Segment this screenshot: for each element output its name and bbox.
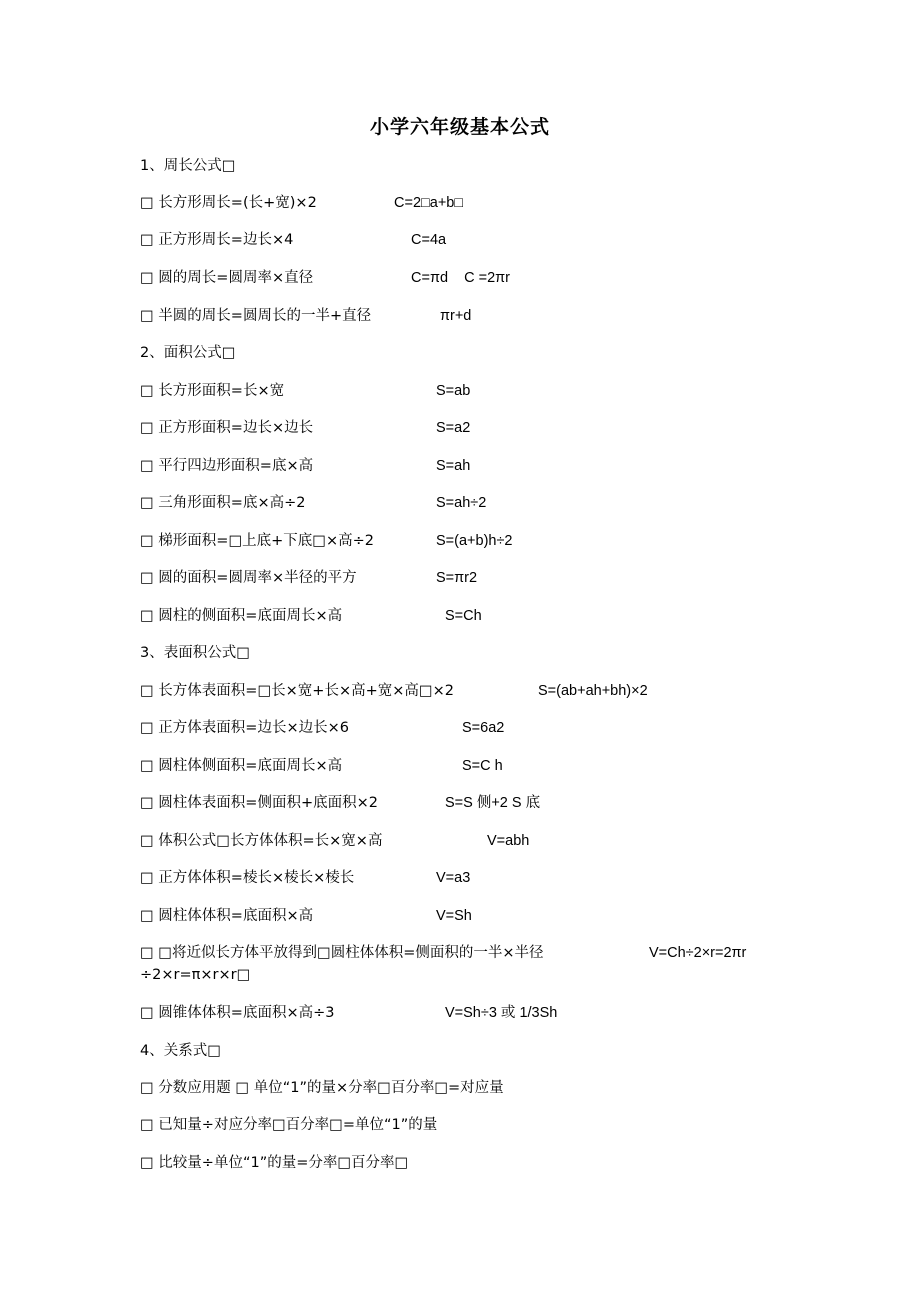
line-text: □ 圆的面积=圆周率×半径的平方 — [140, 570, 357, 586]
formula-line — [140, 1078, 504, 1098]
section-heading-area — [140, 343, 235, 363]
formula-expression: S=ah÷2 — [436, 495, 487, 511]
formula-expression: S=πr2 — [436, 570, 478, 586]
formula-expression: S=ab — [436, 383, 471, 399]
line-text: □ 圆锥体体积=底面积×高÷3 — [140, 1005, 335, 1021]
line-text: □ 长方形周长=(长+宽)×2 — [140, 195, 317, 211]
formula-expression: S=C h — [462, 758, 503, 774]
line-text: □ 正方形周长=边长×4 — [140, 232, 294, 248]
formula-line — [140, 568, 478, 588]
formula-line — [140, 230, 447, 250]
formula-line — [140, 718, 505, 738]
formula-line — [140, 381, 471, 401]
formula-line — [140, 1003, 558, 1023]
formula-line — [140, 493, 487, 513]
line-text: □ 圆柱的侧面积=底面周长×高 — [140, 608, 343, 624]
formula-line — [140, 868, 471, 888]
formula-expression: S=6a2 — [462, 720, 505, 736]
line-text: □ 正方形面积=边长×边长 — [140, 420, 314, 436]
line-text: □ 长方形面积=长×宽 — [140, 383, 285, 399]
formula-expression: V=Ch÷2×r=2πr — [649, 945, 747, 961]
line-text: □ 圆的周长=圆周率×直径 — [140, 270, 314, 286]
formula-line — [140, 756, 503, 776]
line-text: 3、表面积公式□ — [140, 645, 250, 661]
document-title: 小学六年级基本公式 — [369, 116, 550, 138]
formula-line — [140, 943, 747, 963]
formula-expression: C=2□a+b□ — [394, 195, 464, 211]
formula-line — [140, 418, 471, 438]
formula-line — [140, 306, 472, 326]
formula-line — [140, 906, 472, 926]
line-text: □ 正方体体积=棱长×棱长×棱长 — [140, 870, 355, 886]
line-text: □ 半圆的周长=圆周长的一半+直径 — [140, 308, 372, 324]
formula-expression: S=a2 — [436, 420, 471, 436]
line-text: □ 圆柱体体积=底面积×高 — [140, 908, 314, 924]
formula-line — [140, 606, 482, 626]
section-heading-perimeter — [140, 156, 235, 176]
formula-expression: S=S 侧+2 S 底 — [445, 795, 541, 811]
formula-expression: V=Sh÷3 或 1/3Sh — [445, 1005, 558, 1021]
formula-expression: πr+d — [440, 308, 472, 324]
line-text: □ 已知量÷对应分率□百分率□=单位“1”的量 — [140, 1117, 438, 1133]
line-text: □ 圆柱体表面积=侧面积+底面积×2 — [140, 795, 378, 811]
formula-expression: V=a3 — [436, 870, 471, 886]
formula-expression: V=Sh — [436, 908, 472, 924]
formula-line — [140, 793, 541, 813]
section-heading-relations — [140, 1041, 221, 1061]
line-text: 4、关系式□ — [140, 1043, 221, 1059]
line-text: □ 体积公式□长方体体积=长×宽×高 — [140, 833, 383, 849]
formula-line — [140, 831, 530, 851]
formula-expression: S=(a+b)h÷2 — [436, 533, 513, 549]
formula-line — [140, 1115, 437, 1135]
formula-expression: S=Ch — [445, 608, 482, 624]
line-text: □ 圆柱体侧面积=底面周长×高 — [140, 758, 343, 774]
line-text: □ 梯形面积=□上底+下底□×高÷2 — [140, 533, 375, 549]
section-heading-surface-area — [140, 643, 250, 663]
formula-expression: S=(ab+ah+bh)×2 — [538, 683, 648, 699]
line-text: □ 分数应用题 □ 单位“1”的量×分率□百分率□=对应量 — [140, 1080, 504, 1096]
formula-line — [140, 681, 648, 701]
formula-line-continuation — [140, 965, 250, 985]
line-text: □ 正方体表面积=边长×边长×6 — [140, 720, 349, 736]
formula-line — [140, 193, 464, 213]
formula-line — [140, 268, 510, 288]
line-text: □ 比较量÷单位“1”的量=分率□百分率□ — [140, 1155, 409, 1171]
line-text: □ □将近似长方体平放得到□圆柱体体积=侧面积的一半×半径 — [140, 945, 544, 961]
formula-expression: V=abh — [487, 833, 530, 849]
line-text: □ 三角形面积=底×高÷2 — [140, 495, 306, 511]
formula-expression: S=ah — [436, 458, 471, 474]
formula-line — [140, 456, 471, 476]
line-text: ÷2×r=π×r×r□ — [140, 967, 251, 983]
line-text: □ 平行四边形面积=底×高 — [140, 458, 314, 474]
formula-expression: C=4a — [411, 232, 447, 248]
formula-line — [140, 531, 513, 551]
formula-expression: C=πd C =2πr — [411, 270, 510, 286]
formula-line — [140, 1153, 408, 1173]
line-text: □ 长方体表面积=□长×宽+长×高+宽×高□×2 — [140, 683, 454, 699]
line-text: 2、面积公式□ — [140, 345, 236, 361]
line-text: 1、周长公式□ — [140, 158, 236, 174]
